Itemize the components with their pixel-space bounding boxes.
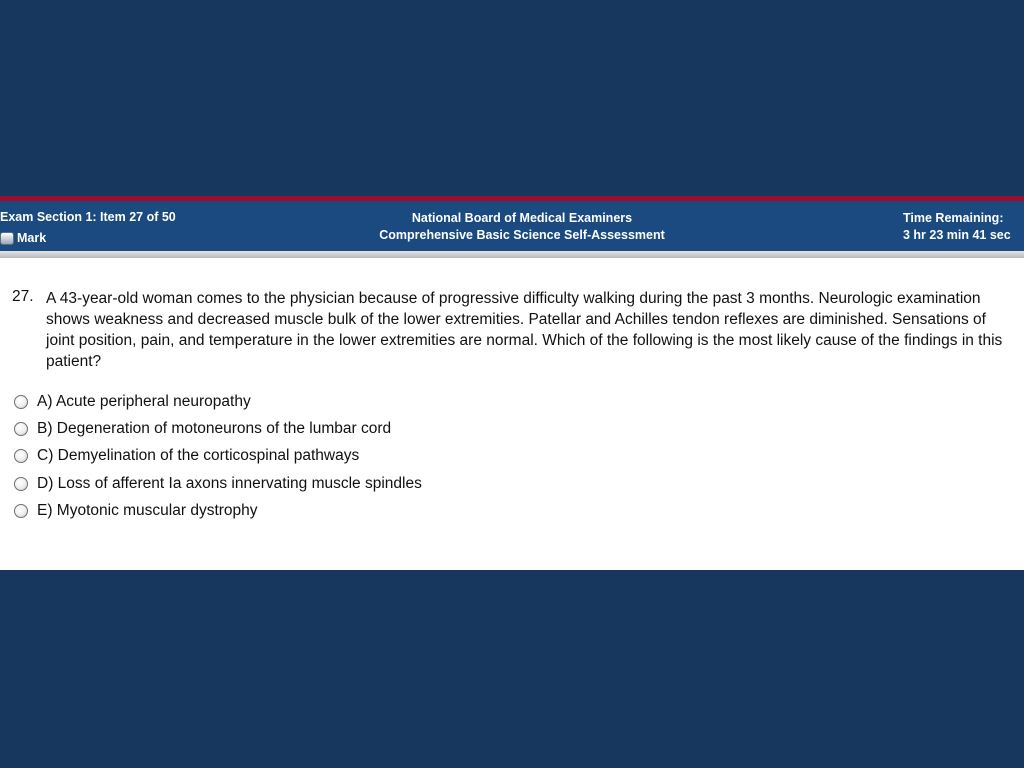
radio-button-a[interactable] [14, 395, 28, 409]
header-divider [0, 251, 1024, 258]
radio-button-e[interactable] [14, 504, 28, 518]
time-remaining [903, 210, 1011, 244]
radio-button-d[interactable] [14, 477, 28, 491]
answer-label-b: B) Degeneration of motoneurons of the lumbar cord [37, 419, 392, 437]
radio-button-b[interactable] [14, 422, 28, 436]
mark-checkbox[interactable] [0, 232, 14, 245]
answer-option-a[interactable] [14, 388, 422, 415]
header-bar [0, 201, 1024, 251]
time-label: Time Remaining: [903, 211, 1004, 225]
answer-options [14, 388, 422, 524]
exam-header [0, 196, 1024, 258]
answer-option-b[interactable] [14, 415, 422, 442]
radio-button-c[interactable] [14, 449, 28, 463]
answer-label-d: D) Loss of afferent Ia axons innervating muscle spindles [37, 474, 422, 492]
time-value: 3 hr 23 min 41 sec [903, 228, 1011, 242]
org-name: National Board of Medical Examiners [411, 211, 633, 225]
answer-label-e: E) Myotonic muscular dystrophy [37, 501, 258, 519]
exam-title-block [340, 210, 704, 244]
mark-toggle[interactable] [0, 231, 46, 245]
question-stem: A 43-year-old woman comes to the physician because of progressive difficulty walking during the past 3 months. Neurologic examination shows weakness and decreased muscle bulk of the lower extremities. Patellar and Achilles tendon reflexes are diminished. Sensations of joint position, pain, and temperature in the lower extremities are normal. Which of the following is the most likely cause of the findings in this patient? [46, 290, 1003, 370]
exam-name: Comprehensive Basic Science Self-Assessment [379, 228, 665, 242]
answer-label-a: A) Acute peripheral neuropathy [37, 392, 251, 410]
question-panel [0, 258, 1024, 570]
answer-option-d[interactable] [14, 470, 422, 497]
question-number: 27. [12, 288, 34, 305]
answer-label-c: C) Demyelination of the corticospinal pathways [37, 447, 360, 465]
mark-label: Mark [17, 231, 47, 245]
answer-option-e[interactable] [14, 497, 422, 524]
answer-option-c[interactable] [14, 443, 422, 470]
item-status: Exam Section 1: Item 27 of 50 [0, 210, 176, 224]
